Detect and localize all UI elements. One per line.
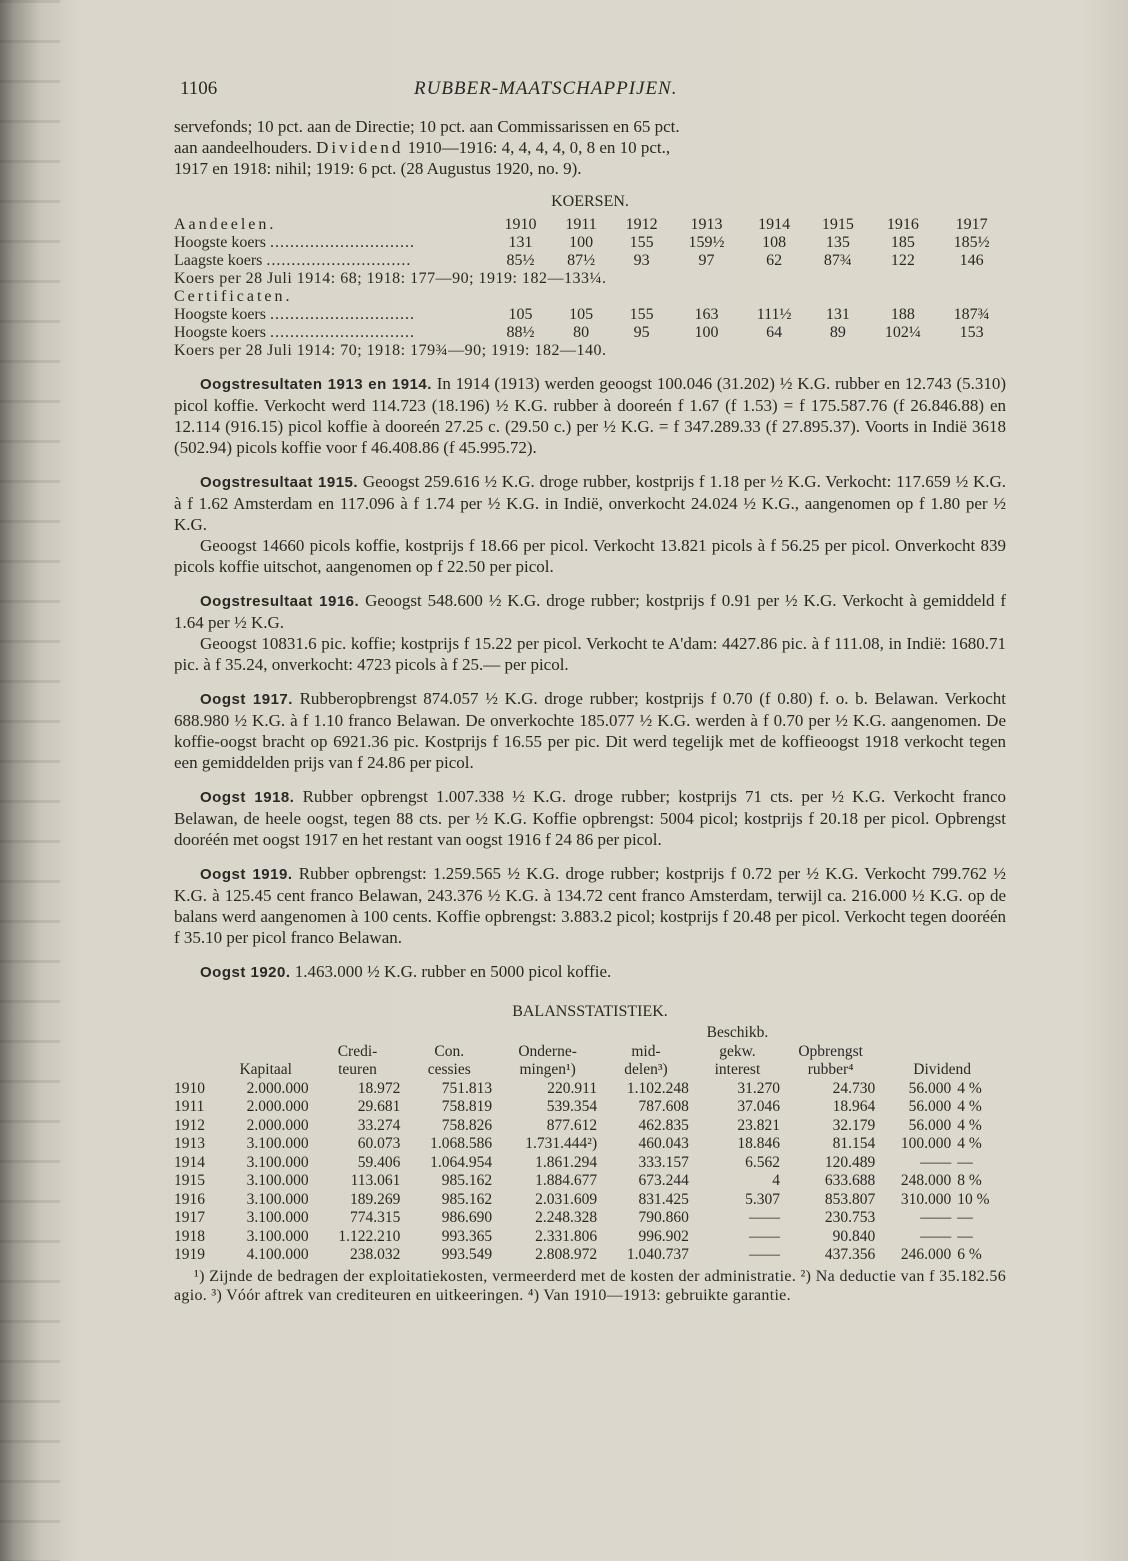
balans-value: ——	[920, 1227, 952, 1245]
balans-header-row	[174, 1043, 1006, 1062]
balans-value: 1.068.586	[430, 1135, 493, 1152]
intro-line: 1910—1916: 4, 4, 4, 4, 0, 8 en 10 pct.,	[407, 138, 671, 157]
balans-value: 1.064.954	[430, 1153, 493, 1171]
balans-value: 29.681	[357, 1098, 401, 1115]
balans-year: 1919	[174, 1246, 205, 1263]
balans-header-cell	[174, 1043, 220, 1062]
koers-value: 80	[573, 324, 590, 341]
balans-value: 539.354	[546, 1098, 598, 1115]
koersen-title: KOERSEN.	[551, 193, 629, 210]
balans-title: BALANSSTATISTIEK.	[512, 1003, 668, 1020]
balans-value: 437.356	[824, 1246, 876, 1263]
balans-value: 113.061	[350, 1172, 401, 1189]
intro-line: aan aandeelhouders.	[174, 138, 312, 157]
dividend-pct: 4 %	[957, 1116, 982, 1134]
koers-value: 146	[959, 252, 984, 269]
balans-header-cell	[878, 1043, 1006, 1062]
balans-value: 3.100.000	[246, 1227, 309, 1245]
balans-value: 230.753	[824, 1209, 876, 1226]
leader-dots: .............................	[269, 234, 415, 251]
balans-value: 2.808.972	[535, 1246, 598, 1263]
koers-value: 131	[825, 306, 850, 323]
balans-value: 56.000	[908, 1079, 952, 1097]
balans-year: 1916	[174, 1190, 205, 1208]
oogst-paragraph	[174, 633, 1006, 675]
balans-value: ——	[749, 1246, 781, 1263]
balans-row	[174, 1172, 1006, 1191]
section-text: Geoogst 548.600 ½ K.G. droge rubber; kostprijs f 0.91 per ½ K.G. Verkocht à gemiddeld f 1.64 per ½ K.G.	[174, 591, 1007, 632]
section-lead: Oogstresultaat 1915.	[200, 474, 359, 491]
dividend-pct: 4 %	[957, 1098, 982, 1115]
balans-header-cell: mid-	[631, 1042, 661, 1060]
koersen-year-row	[174, 216, 1006, 234]
koers-value: 163	[694, 306, 719, 323]
row-label-text: Hoogste koers	[174, 306, 270, 323]
leader-dots: .............................	[266, 252, 412, 269]
balans-header-cell	[312, 1024, 404, 1043]
balans-value: 60.073	[357, 1135, 401, 1152]
balans-value: 751.813	[441, 1079, 493, 1097]
koers-row	[174, 324, 1006, 342]
balans-value: 2.331.806	[535, 1227, 598, 1245]
balans-value: 758.819	[441, 1098, 493, 1115]
balans-row	[174, 1191, 1006, 1210]
balans-value: 246.000	[900, 1246, 952, 1263]
balans-value: 853.807	[824, 1190, 876, 1208]
section-text: In 1914 (1913) werden geoogst 100.046 (31.202) ½ K.G. rubber en 12.743 (5.310) picol koffie. Verkocht werd 114.723 (18.196) ½ K.G. rubber à dooreén f 1.67 (f 1.53) = f 175.587.76 (f 26.846.88) en 12.114 (916.15) picol koffie à dooreén 27.25 c. (29.50 c.) per ½ K.G. = f 347.289.33 (f 27.895.37). Voorts in Indië 3618 (502.94) picols koffie voor f 46.408.86 (f 45.995.72).	[174, 374, 1007, 457]
koers-value: 131	[508, 234, 533, 251]
balans-value: 460.043	[638, 1135, 689, 1152]
balans-value: ——	[749, 1209, 781, 1226]
balans-value: 32.179	[832, 1116, 876, 1134]
balans-header-cell: delen³)	[624, 1061, 668, 1078]
balans-value: 3.100.000	[246, 1172, 309, 1189]
koers-value: 87½	[567, 252, 596, 269]
balans-value: 238.032	[350, 1246, 401, 1263]
certificaten-label: Certificaten.	[174, 288, 293, 305]
koers-value: 111½	[756, 306, 792, 323]
oogst-paragraph	[174, 373, 1006, 458]
section-text: Geoogst 14660 picols koffie, kostprijs f 18.66 per picol. Verkocht 13.821 picols à f 56.25 per picol. Onverkocht 839 picols koffie uitschot, aangenomen op f 22.50 per picol.	[174, 536, 1006, 576]
balans-value: 787.608	[638, 1098, 689, 1115]
balans-header-cell	[174, 1061, 220, 1080]
koers-value: 85½	[506, 252, 535, 269]
balans-table	[174, 1024, 1006, 1265]
balans-value: 90.840	[832, 1227, 876, 1245]
koers-value: 102¼	[884, 324, 921, 341]
balans-value: 633.688	[824, 1172, 876, 1189]
row-label	[174, 324, 490, 342]
intro-line: 1917 en 1918: nihil; 1919: 6 pct. (28 Augustus 1920, no. 9).	[174, 159, 582, 178]
balans-value: 1.884.677	[535, 1172, 598, 1189]
year-header: 1912	[625, 216, 658, 233]
section-lead: Oogstresultaat 1916.	[200, 593, 360, 610]
koers-note-row	[174, 270, 1006, 288]
balans-value: 100.000	[900, 1135, 952, 1152]
balans-year: 1918	[174, 1227, 205, 1245]
footnotes: ¹) Zijnde de bedragen der exploitatiekosten, vermeerderd met de kosten der administratie. ²) Na deductie van f 35.182.56 agio. ³) Vóór aftrek van crediteuren en uitkeeringen. ⁴) Van 1910—1913: gebruikte garantie.	[174, 1267, 1006, 1304]
koers-value: 159½	[688, 234, 725, 251]
intro-line: servefonds; 10 pct. aan de Directie; 10 pct. aan Commissarissen en 65 pct.	[174, 117, 680, 136]
year-header: 1916	[886, 216, 919, 233]
intro-paragraph	[174, 116, 1006, 179]
balans-value: 189.269	[350, 1190, 401, 1208]
balans-value: 18.972	[357, 1079, 401, 1097]
balans-value: 81.154	[832, 1135, 876, 1152]
balans-value: 310.000	[900, 1190, 952, 1208]
balans-value: 1.122.210	[338, 1227, 401, 1245]
section-lead: Oogst 1917.	[200, 691, 293, 708]
balans-value: 2.000.000	[246, 1079, 309, 1097]
koers-value: 155	[629, 234, 654, 251]
row-label-text: Hoogste koers	[174, 234, 270, 251]
balans-value: 758.826	[441, 1116, 493, 1134]
row-label	[174, 306, 490, 324]
balans-value: 3.100.000	[246, 1190, 309, 1208]
balans-value: 5.307	[745, 1190, 781, 1208]
balans-header-cell: Con.	[434, 1042, 465, 1060]
koers-value: 88½	[506, 324, 535, 341]
oogst-paragraph	[174, 688, 1006, 773]
balans-year: 1911	[174, 1098, 205, 1115]
koers-value: 100	[569, 234, 594, 251]
balans-value: 462.835	[638, 1116, 689, 1134]
koers-value: 185½	[953, 234, 990, 251]
koers-row	[174, 306, 1006, 324]
balans-row	[174, 1246, 1006, 1265]
section-lead: Oogstresultaten 1913 en 1914.	[200, 376, 432, 393]
koers-value: 64	[766, 324, 783, 341]
balans-header-cell	[174, 1024, 220, 1043]
dividend-pct: 10 %	[957, 1190, 990, 1208]
dividend-pct: —	[957, 1227, 973, 1245]
oogst-paragraph	[174, 471, 1006, 535]
balans-header-row	[174, 1024, 1006, 1043]
section-lead: Oogst 1918.	[200, 789, 295, 806]
koers-row	[174, 252, 1006, 270]
balans-value: 220.911	[547, 1079, 598, 1097]
leader-dots: .............................	[269, 306, 415, 323]
koers-note: Koers per 28 Juli 1914: 68; 1918: 177—90; 1919: 182—133¼.	[174, 270, 607, 287]
balans-value: 4	[772, 1172, 781, 1189]
balans-value: 877.612	[546, 1116, 598, 1134]
balans-value: 23.821	[737, 1116, 781, 1134]
dividend-label: Dividend	[316, 138, 404, 157]
balans-header-cell	[220, 1024, 312, 1043]
balans-value: 673.244	[638, 1172, 689, 1189]
sections	[174, 373, 1006, 983]
balans-year: 1914	[174, 1153, 205, 1171]
row-label-text: Hoogste koers	[174, 324, 270, 341]
dividend-pct: —	[957, 1209, 973, 1226]
balans-value: 2.248.328	[535, 1209, 598, 1226]
balans-row	[174, 1228, 1006, 1247]
koers-row	[174, 234, 1006, 252]
koers-value: 97	[698, 252, 715, 269]
balans-header-cell	[220, 1043, 312, 1062]
section-text: Geoogst 259.616 ½ K.G. droge rubber, kostprijs f 1.18 per ½ K.G. Verkocht: 117.659 ½ K.G. à f 1.62 Amsterdam en 117.096 à f 1.74 per ½ K.G. in Indië, onverkocht 24.024 ½ K.G., aangenomen op f 1.80 per ½ K.G.	[174, 472, 1007, 534]
balans-header-cell: gekw.	[719, 1042, 756, 1060]
balans-year: 1910	[174, 1079, 205, 1097]
page-header	[174, 78, 1006, 108]
balans-year: 1917	[174, 1209, 205, 1226]
section-text: Rubberopbrengst 874.057 ½ K.G. droge rubber; kostprijs f 0.70 (f 0.80) f. o. b. Belawan. Verkocht 688.980 ½ K.G. à f 1.10 franco Belawan. De onverkochte 185.077 ½ K.G. werden à f 0.70 per ½ K.G. aangenomen. De koffie-oogst bracht op 6921.36 pic. Kostprijs f 16.55 per pic. Dit werd tegelijk met de koffieoogst 1918 verkocht tegen een gemiddelden prijs van f 24.86 per picol.	[174, 689, 1006, 772]
section-text: 1.463.000 ½ K.G. rubber en 5000 picol koffie.	[294, 962, 612, 981]
balans-value: 3.100.000	[246, 1153, 309, 1171]
balans-header-row	[174, 1061, 1006, 1080]
balans-value: 248.000	[900, 1172, 952, 1189]
balans-row	[174, 1080, 1006, 1099]
balans-value: 31.270	[737, 1079, 781, 1097]
balans-year: 1913	[174, 1135, 205, 1152]
balans-row	[174, 1209, 1006, 1228]
koers-value: 135	[825, 234, 850, 251]
year-header: 1911	[565, 216, 597, 233]
balans-header-cell: Kapitaal	[239, 1061, 292, 1078]
oogst-paragraph	[174, 535, 1006, 577]
koers-value: 185	[890, 234, 915, 251]
row-label-text: Laagste koers	[174, 252, 267, 269]
koers-value: 122	[890, 252, 915, 269]
balans-value: 3.100.000	[246, 1135, 309, 1152]
balans-value: 6.562	[745, 1153, 781, 1171]
balans-row	[174, 1154, 1006, 1173]
balans-value: 59.406	[357, 1153, 401, 1171]
book-binding-shadow	[0, 0, 60, 1561]
oogst-paragraph	[174, 786, 1006, 850]
koers-value: 105	[569, 306, 594, 323]
balans-year: 1912	[174, 1116, 205, 1134]
balans-value: 996.902	[638, 1227, 689, 1245]
balans-value: 985.162	[441, 1190, 493, 1208]
balans-value: 993.365	[441, 1227, 493, 1245]
balans-header-cell: Beschikb.	[706, 1024, 769, 1041]
balans-value: 4.100.000	[246, 1246, 309, 1263]
balans-header-cell: interest	[714, 1061, 761, 1078]
balans-value: 18.846	[737, 1135, 781, 1152]
balans-value: 1.040.737	[626, 1246, 689, 1263]
koers-value: 62	[766, 252, 783, 269]
balans-value: 56.000	[908, 1116, 952, 1134]
balans-value: 1.731.444²)	[525, 1135, 598, 1152]
balans-value: 993.549	[441, 1246, 493, 1263]
balans-header-cell	[403, 1024, 495, 1043]
section-text: Rubber opbrengst 1.007.338 ½ K.G. droge rubber; kostprijs 71 cts. per ½ K.G. Verkocht franco Belawan, de heele oogst, tegen 88 cts. per ½ K.G. Koffie opbrengst: 5004 picol; kostprijs f 20.18 per picol. Opbrengst dooréén met oogst 1917 en het restant van oogst 1916 f 24 86 per picol.	[174, 787, 1007, 849]
koers-value: 93	[633, 252, 650, 269]
balans-row	[174, 1135, 1006, 1154]
koers-value: 108	[762, 234, 787, 251]
balans-value: 120.489	[824, 1153, 876, 1171]
koers-value: 105	[508, 306, 533, 323]
oogst-paragraph	[174, 863, 1006, 948]
koers-note-row	[174, 342, 1006, 360]
balans-value: 3.100.000	[246, 1209, 309, 1226]
oogst-paragraph	[174, 590, 1006, 633]
year-header: 1915	[821, 216, 854, 233]
section-lead: Oogst 1920.	[200, 964, 291, 981]
balans-header-cell	[783, 1024, 878, 1043]
dividend-pct: 6 %	[957, 1246, 982, 1263]
balans-value: ——	[920, 1209, 952, 1226]
balans-header-cell: rubber⁴	[807, 1061, 854, 1078]
balans-header-cell: Onderne-	[518, 1042, 577, 1060]
balans-value: 774.315	[350, 1209, 401, 1226]
section-lead: Oogst 1919.	[200, 866, 293, 883]
koers-value: 100	[694, 324, 719, 341]
page-content	[174, 78, 1006, 1305]
balans-row	[174, 1117, 1006, 1136]
balans-value: 1.102.248	[626, 1079, 689, 1097]
aandeelen-label: Aandeelen.	[174, 216, 277, 233]
koers-value: 187¾	[953, 306, 990, 323]
balans-header-cell	[878, 1024, 1006, 1043]
balans-header-cell: mingen¹)	[519, 1061, 576, 1078]
koers-value: 87¾	[823, 252, 852, 269]
section-text: Geoogst 10831.6 pic. koffie; kostprijs f 15.22 per picol. Verkocht te A'dam: 4427.86 pic. à f 111.08, in Indië: 1680.71 pic. à f 35.24, onverkocht: 4723 picols à f 25.— per picol.	[174, 634, 1006, 674]
koers-value: 188	[890, 306, 915, 323]
section-text: Rubber opbrengst: 1.259.565 ½ K.G. droge rubber; kostprijs f 0.72 per ½ K.G. Verkocht 799.762 ½ K.G. à 125.45 cent franco Belawan, 243.376 ½ K.G. à 134.72 cent franco Amsterdam, terwijl ca. 216.000 ½ K.G. op de balans werd aangenomen à 100 cents. Koffie opbrengst: 3.883.2 picol; kostprijs f 20.48 per picol. Verkocht tegen dooréén f 35.10 per picol franco Belawan.	[174, 864, 1007, 947]
balans-value: ——	[749, 1227, 781, 1245]
balans-value: 985.162	[441, 1172, 493, 1189]
balans-header-cell	[495, 1024, 600, 1043]
balans-header-cell: Credi-	[337, 1042, 378, 1060]
koers-value: 153	[959, 324, 984, 341]
balans-value: 2.031.609	[535, 1190, 598, 1208]
year-header: 1910	[504, 216, 537, 233]
koers-value: 95	[633, 324, 650, 341]
dividend-pct: 4 %	[957, 1079, 982, 1097]
balans-value: 2.000.000	[246, 1098, 309, 1115]
balans-value: 18.964	[832, 1098, 876, 1115]
balans-value: 2.000.000	[246, 1116, 309, 1134]
dividend-pct: 8 %	[957, 1172, 982, 1189]
oogst-paragraph	[174, 961, 1006, 983]
year-header: 1913	[690, 216, 723, 233]
koers-value: 89	[829, 324, 846, 341]
koersen-table	[174, 216, 1006, 360]
balans-header-cell: Dividend	[913, 1061, 971, 1078]
balans-value: 986.690	[441, 1209, 493, 1226]
dividend-pct: —	[957, 1153, 973, 1171]
balans-year: 1915	[174, 1172, 205, 1189]
koers-value: 155	[629, 306, 654, 323]
koers-note: Koers per 28 Juli 1914: 70; 1918: 179¾—90; 1919: 182—140.	[174, 342, 607, 359]
year-header: 1914	[758, 216, 791, 233]
balans-row	[174, 1098, 1006, 1117]
balans-value: 56.000	[908, 1098, 952, 1115]
balans-value: 333.157	[638, 1153, 689, 1171]
leader-dots: .............................	[269, 324, 415, 341]
balans-value: 831.425	[638, 1190, 689, 1208]
balans-header-cell: cessies	[427, 1061, 471, 1078]
balans-header-cell: Opbrengst	[798, 1042, 863, 1060]
balans-value: 33.274	[357, 1116, 401, 1134]
certificaten-row	[174, 288, 1006, 306]
row-label	[174, 252, 490, 270]
balans-value: 1.861.294	[535, 1153, 598, 1171]
balans-header-cell	[600, 1024, 692, 1043]
balans-header-cell: teuren	[338, 1061, 377, 1078]
row-label	[174, 234, 490, 252]
running-title: RUBBER-MAATSCHAPPIJEN.	[414, 78, 678, 99]
balans-value: 790.860	[638, 1209, 689, 1226]
year-header: 1917	[955, 216, 988, 233]
balans-value: 37.046	[737, 1098, 781, 1115]
dividend-pct: 4 %	[957, 1135, 982, 1152]
page-number: 1106	[180, 78, 218, 99]
balans-value: ——	[920, 1153, 952, 1171]
balans-value: 24.730	[832, 1079, 876, 1097]
